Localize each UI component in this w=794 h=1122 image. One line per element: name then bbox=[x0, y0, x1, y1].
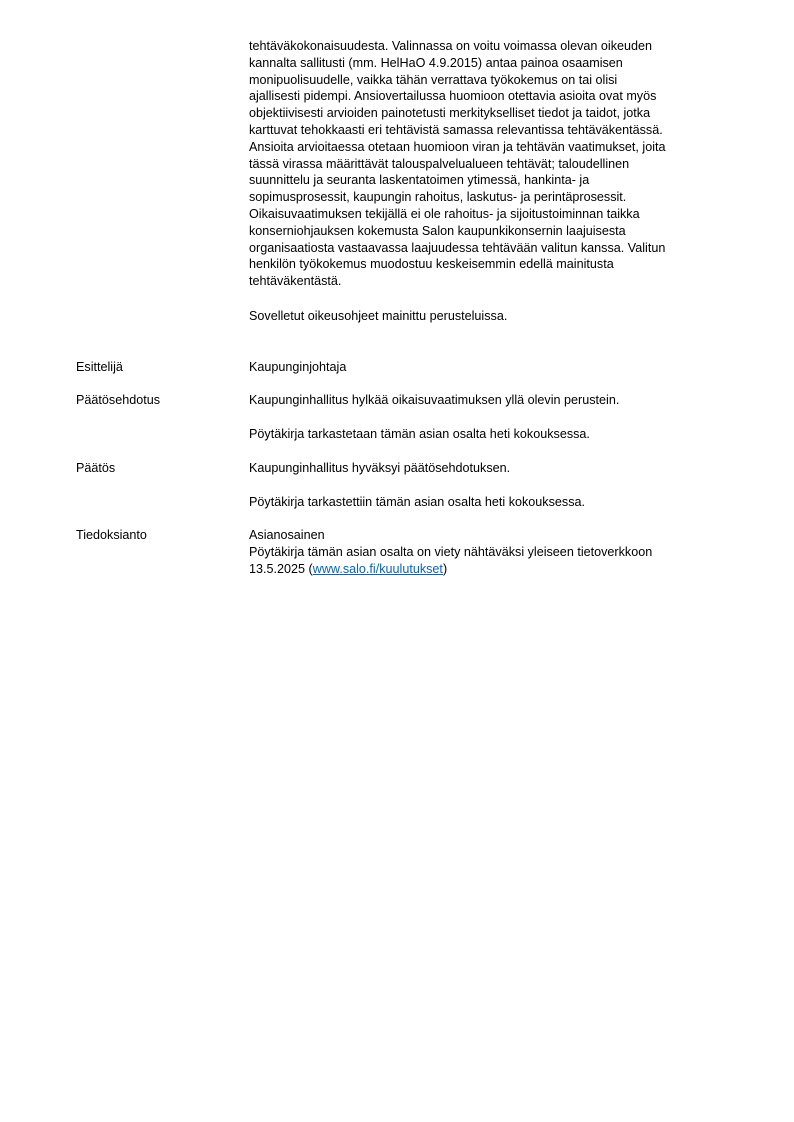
reasoning-line: tehtäväkokonaisuudesta. Valinnassa on voitu voimassa olevan oikeuden bbox=[249, 39, 653, 53]
notice-block bbox=[249, 527, 739, 577]
notice-publication-line: Pöytäkirja tämän asian osalta on viety nähtäväksi yleiseen tietoverkkoon bbox=[249, 544, 653, 559]
reasoning-line: objektiivisesti arvioiden painotetusti merkitykselliset tiedot ja taidot, jotka bbox=[249, 106, 651, 121]
proposal-text bbox=[249, 392, 739, 409]
reasoning-line: tehtäväkentästä. bbox=[249, 274, 342, 289]
notice-date-line bbox=[249, 561, 739, 578]
notice-date-text: 13.5.2025 ( bbox=[249, 561, 313, 576]
applied-norms-text bbox=[249, 308, 739, 325]
notice-label bbox=[76, 527, 246, 544]
proposal-label-text: Päätösehdotus bbox=[76, 393, 161, 407]
reasoning-line: Ansioita arvioitaessa otetaan huomioon viran ja tehtävän vaatimukset, joita bbox=[249, 139, 666, 154]
presenter-value bbox=[249, 359, 739, 376]
decision-minutes-line: Pöytäkirja tarkastettiin tämän asian osalta heti kokouksessa. bbox=[249, 495, 586, 509]
reasoning-line: organisaatiosta vastaavassa laajuudessa tehtävään valitun kanssa. Valitun bbox=[249, 240, 666, 255]
notice-party-line: Asianosainen bbox=[249, 528, 325, 542]
reasoning-line: sopimusprosessit, kaupungin rahoitus, laskutus- ja perintäprosessit. bbox=[249, 190, 627, 205]
proposal-minutes-line: Pöytäkirja tarkastetaan tämän asian osalta heti kokouksessa. bbox=[249, 427, 590, 441]
reasoning-line: suunnittelu ja seuranta laskentatoimen ytimessä, hankinta- ja bbox=[249, 173, 590, 188]
presenter-label bbox=[76, 359, 246, 376]
decision-minutes-text bbox=[249, 494, 739, 511]
reasoning-line: konserniohjauksen kokemusta Salon kaupunkikonsernin laajuisesta bbox=[249, 223, 626, 238]
reasoning-line: tässä virassa määrittävät talouspalvelualueen tehtävät; taloudellinen bbox=[249, 156, 630, 171]
decision-text bbox=[249, 460, 739, 477]
applied-norms-line: Sovelletut oikeusohjeet mainittu perusteluissa. bbox=[249, 309, 508, 323]
proposal-line: Kaupunginhallitus hylkää oikaisuvaatimuksen yllä olevin perustein. bbox=[249, 393, 620, 407]
reasoning-line: kannalta sallitusti (mm. HelHaO 4.9.2015) antaa painoa osaamisen bbox=[249, 55, 623, 70]
decision-label bbox=[76, 460, 246, 477]
reasoning-line: henkilön työkokemus muodostuu keskeisemmin edellä mainitusta bbox=[249, 257, 614, 272]
proposal-label bbox=[76, 392, 246, 409]
announcements-link[interactable]: www.salo.fi/kuulutukset bbox=[312, 561, 443, 576]
reasoning-line: karttuvat tehokkaasti eri tehtävistä samassa relevantissa tehtäväkentässä. bbox=[249, 122, 663, 137]
proposal-minutes-text bbox=[249, 426, 739, 443]
reasoning-line: monipuolisuudelle, vaikka tähän verrattava työkokemus on tai olisi bbox=[249, 72, 618, 87]
notice-close-paren: ) bbox=[442, 561, 448, 576]
reasoning-paragraph bbox=[249, 38, 739, 290]
presenter-value-text: Kaupunginjohtaja bbox=[249, 360, 347, 374]
reasoning-line: Oikaisuvaatimuksen tekijällä ei ole rahoitus- ja sijoitustoiminnan taikka bbox=[249, 206, 640, 221]
decision-line: Kaupunginhallitus hyväksyi päätösehdotuksen. bbox=[249, 461, 511, 475]
reasoning-line: ajallisesti pidempi. Ansiovertailussa huomioon otettavia asioita ovat myös bbox=[249, 89, 657, 104]
decision-label-text: Päätös bbox=[76, 461, 116, 475]
notice-label-text: Tiedoksianto bbox=[76, 528, 147, 542]
presenter-label-text: Esittelijä bbox=[76, 360, 123, 374]
